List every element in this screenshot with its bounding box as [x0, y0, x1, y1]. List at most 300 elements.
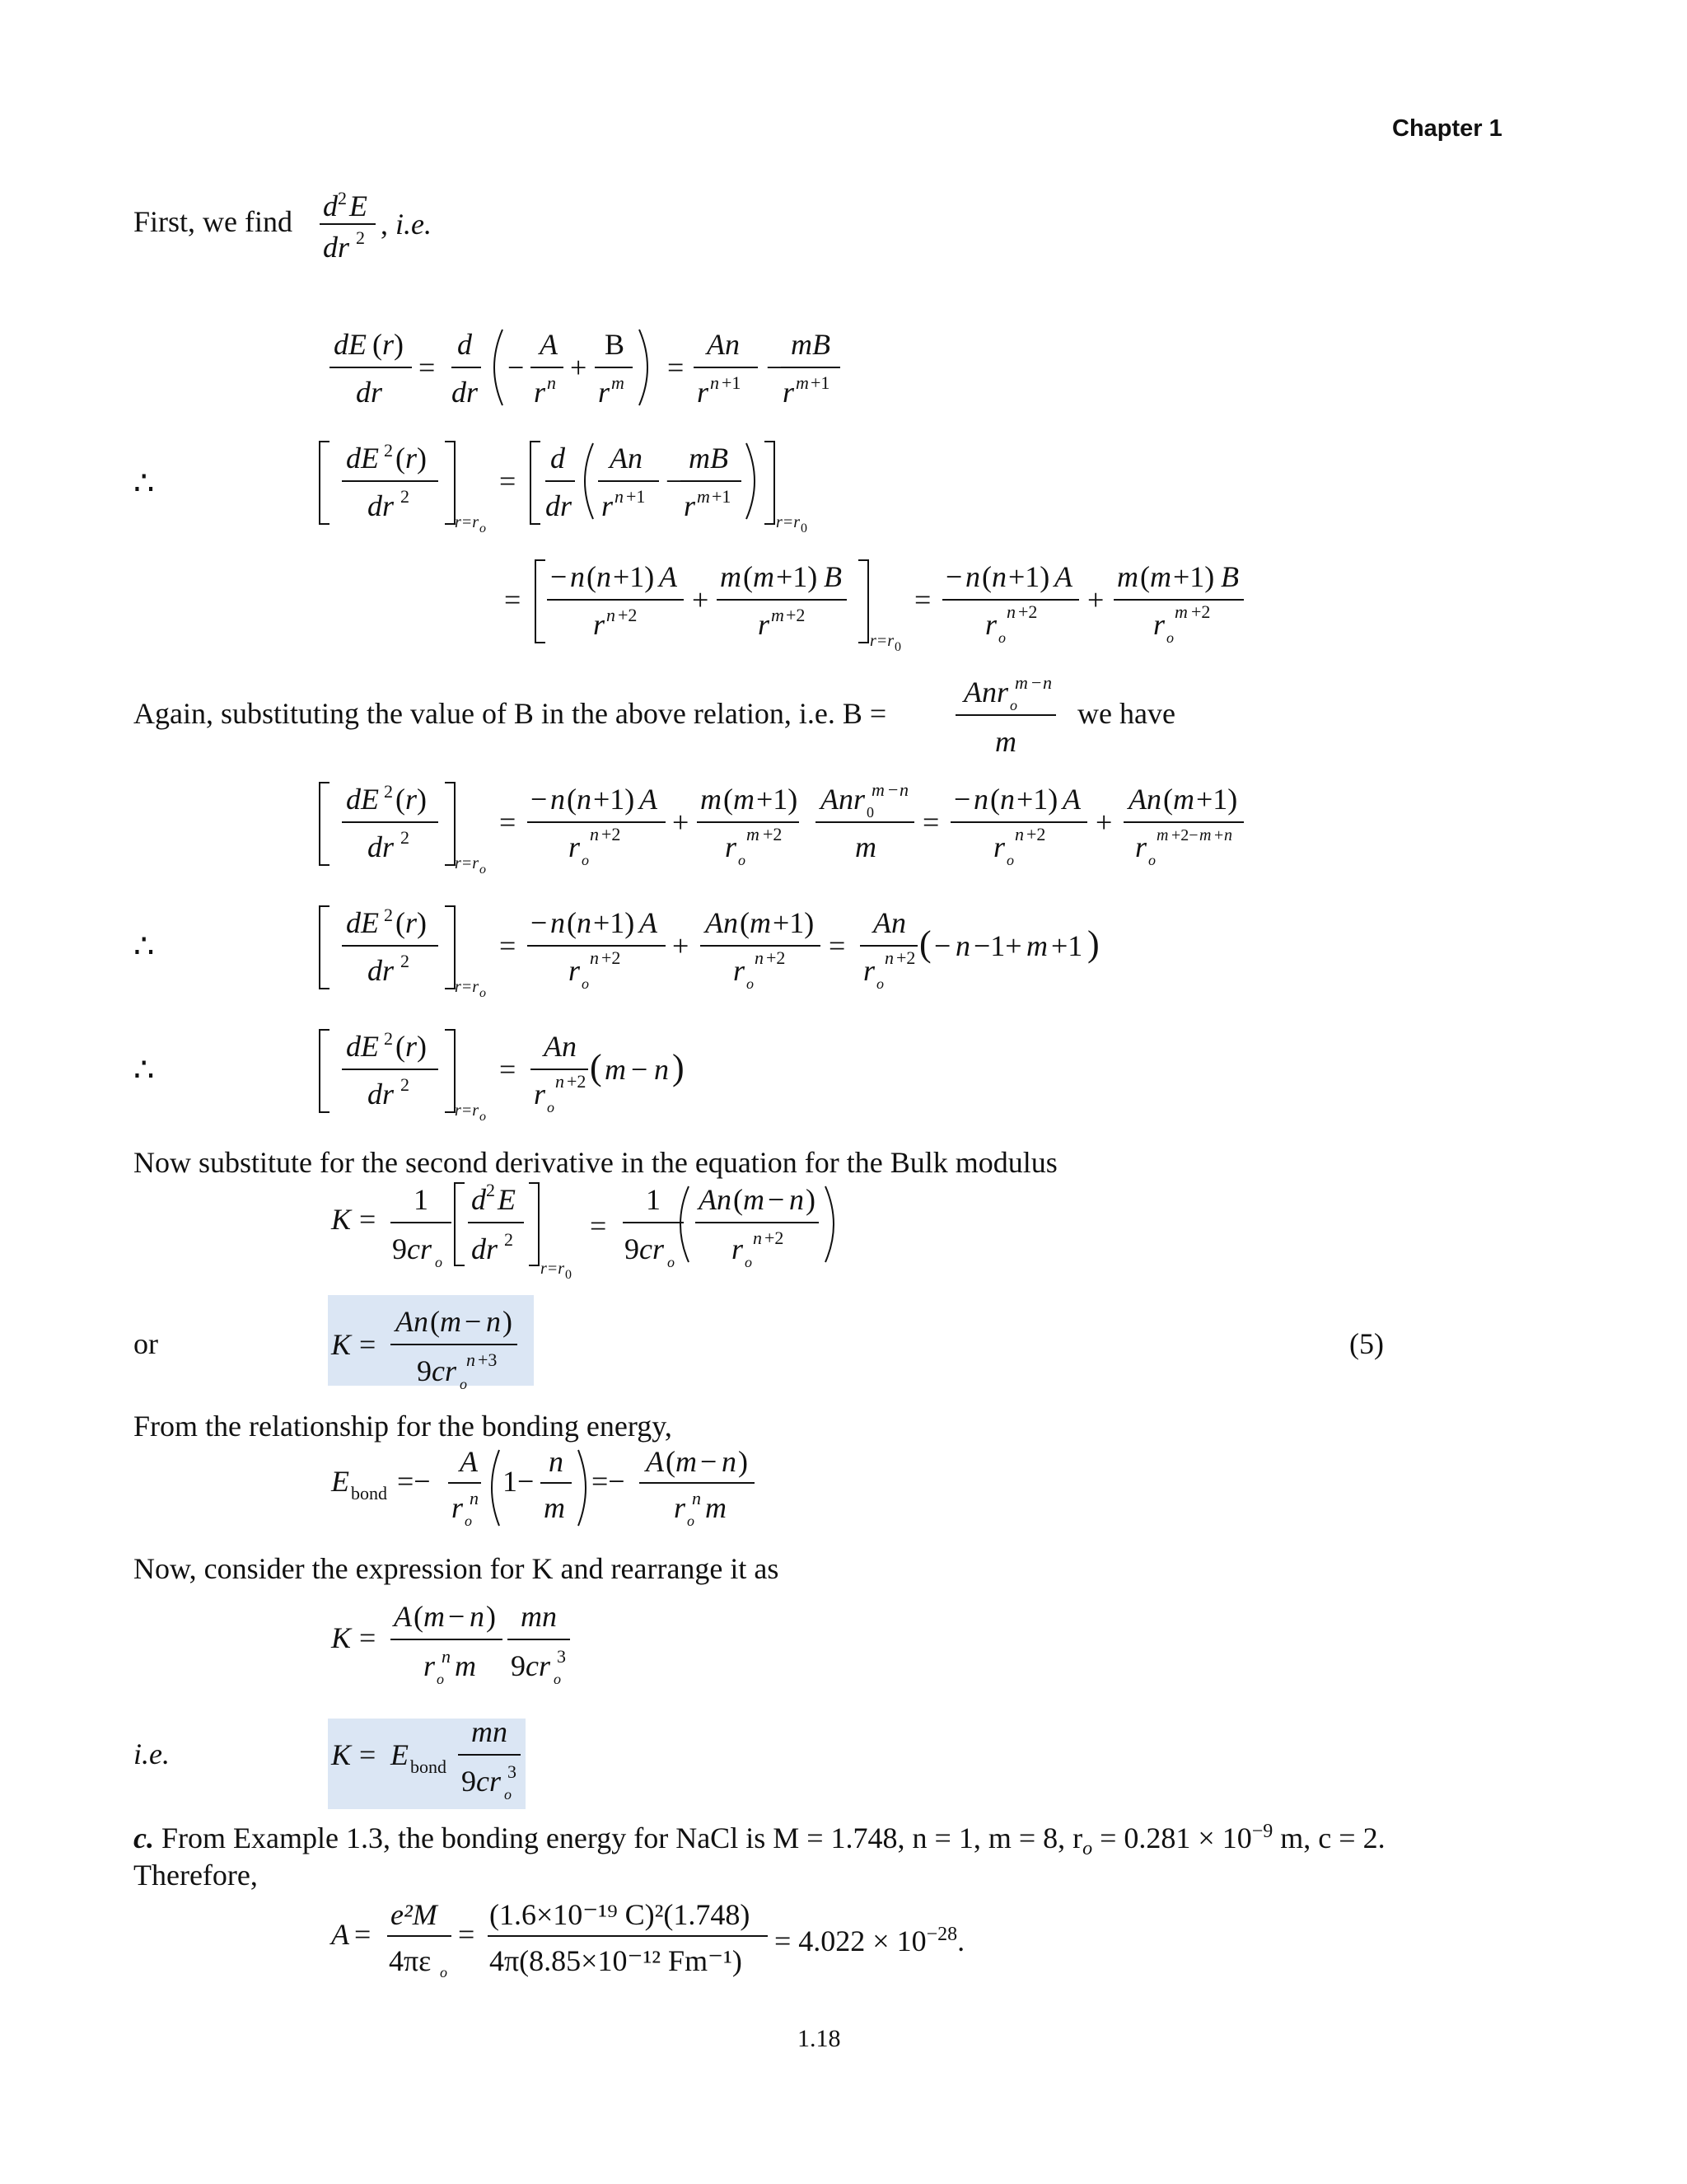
svg-text:n: n — [577, 783, 591, 816]
eq-k-rearranged — [330, 1600, 570, 1687]
text-now-consider: Now, consider the expression for K and rearrange it as — [133, 1552, 779, 1585]
svg-text:): ) — [672, 1047, 685, 1087]
svg-text:1: 1 — [414, 1183, 428, 1216]
svg-text:o: o — [504, 1786, 512, 1803]
svg-text:d: d — [550, 442, 565, 475]
svg-text:−: − — [700, 1445, 717, 1478]
svg-text:m: m — [1150, 560, 1171, 593]
svg-text:+1): +1) — [773, 906, 815, 939]
eq-substituted-1 — [320, 779, 1244, 877]
svg-text:o: o — [437, 1671, 444, 1687]
svg-text:o: o — [667, 1254, 675, 1270]
svg-text:=: = — [354, 1918, 372, 1951]
svg-text:o: o — [479, 1110, 486, 1124]
text-from-relationship: From the relationship for the bonding energy, — [133, 1410, 672, 1443]
svg-text:9: 9 — [461, 1765, 476, 1798]
svg-text:n: n — [466, 1349, 475, 1370]
svg-text:n: n — [547, 372, 556, 393]
svg-text:An: An — [707, 328, 740, 361]
svg-text:o: o — [1166, 629, 1174, 646]
svg-text:dr: dr — [356, 376, 383, 409]
svg-text:K: K — [331, 1203, 352, 1236]
svg-text:r: r — [733, 954, 745, 987]
svg-text:0: 0 — [895, 640, 901, 654]
svg-text:A: A — [639, 906, 657, 939]
svg-text:r: r — [451, 1491, 464, 1524]
svg-text:(: ( — [414, 1600, 423, 1633]
svg-text:r: r — [382, 328, 395, 361]
svg-text:): ) — [486, 1600, 496, 1633]
svg-text:A: A — [1063, 783, 1081, 816]
svg-text:dr: dr — [451, 376, 479, 409]
svg-text:(: ( — [395, 906, 405, 939]
svg-text:=: = — [359, 1621, 376, 1654]
svg-text:n: n — [1007, 601, 1016, 622]
svg-text:m: m — [720, 560, 741, 593]
svg-text:n: n — [755, 947, 764, 968]
svg-text:r: r — [731, 1232, 744, 1265]
svg-text:cr: cr — [476, 1765, 501, 1798]
svg-text:−: − — [768, 1183, 785, 1216]
svg-text:E: E — [349, 189, 367, 222]
svg-text:o: o — [746, 975, 754, 992]
svg-text:m: m — [1173, 783, 1194, 816]
svg-text:m: m — [544, 1491, 565, 1524]
svg-text:+1): +1) — [1173, 560, 1215, 593]
svg-text:mn: mn — [471, 1715, 507, 1748]
svg-text:mn: mn — [521, 1600, 557, 1633]
svg-text:n: n — [654, 1053, 669, 1086]
svg-text:o: o — [554, 1671, 561, 1687]
eq-second-derivative-result — [320, 1028, 685, 1124]
part-c-tail: = 0.281 × 10 — [1092, 1822, 1252, 1854]
svg-text:=: = — [359, 1203, 376, 1236]
svg-text:B: B — [605, 328, 625, 361]
svg-text:+1): +1) — [613, 560, 655, 593]
svg-text:dE: dE — [346, 783, 379, 816]
svg-text:m: m — [1117, 560, 1138, 593]
svg-text:−: − — [530, 783, 548, 816]
svg-text:n: n — [486, 1305, 501, 1338]
svg-text:n: n — [550, 783, 565, 816]
svg-text:n: n — [570, 560, 585, 593]
svg-text:n: n — [590, 947, 599, 968]
svg-text:(: ( — [733, 1183, 743, 1216]
svg-text:+2: +2 — [763, 824, 783, 844]
svg-text:Anr: Anr — [964, 676, 1008, 709]
svg-text:m: m — [423, 1600, 445, 1633]
svg-text:+: + — [1087, 583, 1105, 616]
eq-b-value — [956, 672, 1056, 758]
svg-text:n: n — [900, 779, 909, 800]
svg-text:cr: cr — [639, 1232, 664, 1265]
svg-text:2: 2 — [486, 1180, 495, 1200]
svg-text:=: = — [667, 351, 685, 384]
svg-text:−: − — [507, 351, 525, 384]
text-first-find: First, we find — [133, 205, 292, 238]
svg-text:+1): +1) — [593, 906, 635, 939]
svg-text:(: ( — [919, 924, 932, 964]
svg-text:dr: dr — [367, 489, 395, 522]
svg-text:r: r — [423, 1649, 436, 1682]
svg-text:=: = — [499, 929, 516, 962]
svg-text:+: + — [570, 351, 587, 384]
svg-text:r: r — [697, 376, 709, 409]
eq-a-den1: 4πε — [389, 1944, 432, 1977]
svg-text:r=r: r=r — [455, 1101, 479, 1120]
svg-text:i.e.: i.e. — [395, 208, 432, 241]
svg-text:−: − — [888, 779, 899, 800]
svg-text:A: A — [394, 1600, 412, 1633]
svg-text:m: m — [771, 605, 784, 625]
chapter-header: Chapter 1 — [1392, 115, 1502, 142]
svg-text:3: 3 — [507, 1761, 516, 1782]
svg-text:+1: +1 — [712, 486, 731, 507]
svg-text:+: + — [1096, 806, 1113, 839]
svg-text:An: An — [1129, 783, 1161, 816]
svg-text:E: E — [498, 1183, 516, 1216]
svg-text:B: B — [824, 560, 842, 593]
svg-text:m: m — [440, 1305, 461, 1338]
svg-text:−: − — [934, 929, 951, 962]
svg-text:o: o — [998, 629, 1006, 646]
svg-text:bond: bond — [351, 1483, 387, 1504]
svg-text:+1): +1) — [1196, 783, 1238, 816]
svg-text:r: r — [684, 489, 696, 522]
svg-text:o: o — [745, 1254, 752, 1270]
svg-text:m: m — [1015, 672, 1028, 693]
svg-text:=: = — [914, 583, 932, 616]
eq-bonding-energy — [330, 1445, 755, 1529]
svg-text:dr: dr — [367, 954, 395, 987]
svg-text:): ) — [738, 1445, 748, 1478]
svg-text:2: 2 — [384, 1028, 393, 1049]
page-number: 1.18 — [797, 2025, 841, 2052]
svg-text:d: d — [457, 328, 472, 361]
svg-text:r: r — [405, 442, 418, 475]
eq-second-derivative-1 — [320, 440, 807, 535]
svg-text:o: o — [876, 975, 884, 992]
text-ie: i.e. — [133, 1737, 170, 1770]
svg-text:−: − — [766, 351, 783, 384]
svg-text:r: r — [863, 954, 876, 987]
svg-text:): ) — [417, 783, 427, 816]
svg-text:r: r — [783, 376, 795, 409]
svg-text:+2: +2 — [1018, 601, 1038, 622]
svg-text:+1: +1 — [626, 486, 646, 507]
svg-text:+1): +1) — [776, 560, 818, 593]
svg-text:2: 2 — [504, 1229, 513, 1250]
svg-text:(: ( — [740, 906, 750, 939]
equation-number: (5) — [1349, 1327, 1384, 1360]
svg-text:n: n — [606, 605, 615, 625]
svg-text:r: r — [1153, 608, 1166, 641]
svg-text:=: = — [418, 351, 436, 384]
svg-text:n: n — [965, 560, 980, 593]
eq-a-num1: e²M — [390, 1898, 437, 1931]
svg-text:A: A — [646, 1445, 664, 1478]
result-exp: −28 — [926, 1924, 958, 1945]
svg-text:n: n — [577, 906, 591, 939]
svg-text:n: n — [549, 1445, 563, 1478]
svg-text:r: r — [593, 608, 605, 641]
svg-text:m: m — [1199, 826, 1212, 844]
svg-text:dr: dr — [367, 830, 395, 863]
svg-text:n: n — [442, 1646, 451, 1667]
svg-text:cr: cr — [432, 1354, 456, 1387]
svg-text:+1: +1 — [1051, 929, 1083, 962]
svg-text:r: r — [405, 783, 418, 816]
svg-text:bond: bond — [410, 1756, 446, 1777]
svg-text:−: − — [631, 1053, 648, 1086]
text-again-substituting: Again, substituting the value of B in the above relation, i.e. B = — [133, 697, 887, 730]
svg-text:B: B — [1221, 560, 1239, 593]
svg-text:n: n — [1224, 826, 1232, 844]
eq-substituted-2 — [320, 905, 1100, 1000]
svg-text:o: o — [479, 521, 486, 535]
svg-text:m: m — [750, 906, 771, 939]
svg-text:=: = — [499, 806, 516, 839]
svg-text:+1): +1) — [1008, 560, 1050, 593]
svg-text:dE: dE — [334, 328, 367, 361]
svg-text:m: m — [605, 1053, 626, 1086]
part-c-label: c. — [133, 1822, 154, 1854]
svg-text:m: m — [705, 1491, 727, 1524]
svg-text:+1: +1 — [811, 372, 830, 393]
svg-text:(: ( — [1163, 783, 1173, 816]
svg-text:d: d — [471, 1183, 486, 1216]
svg-text:n: n — [1000, 783, 1015, 816]
svg-text:K: K — [331, 1738, 352, 1771]
svg-text:(: ( — [586, 560, 596, 593]
svg-text:): ) — [417, 442, 427, 475]
svg-text:K: K — [331, 1328, 352, 1361]
svg-text:(: ( — [723, 783, 733, 816]
svg-text:A: A — [659, 560, 677, 593]
svg-text:0: 0 — [565, 1268, 572, 1282]
part-c-text: From Example 1.3, the bonding energy for NaCl is M = 1.748, n = 1, m = 8, r — [161, 1822, 1083, 1854]
eq-first-derivative — [329, 328, 840, 409]
svg-text:(: ( — [567, 906, 577, 939]
svg-text:,: , — [381, 208, 388, 241]
svg-text:+2: +2 — [764, 1228, 784, 1248]
svg-text:m: m — [855, 830, 876, 863]
svg-text:m: m — [746, 824, 759, 844]
svg-text:n: n — [789, 1183, 804, 1216]
svg-text:): ) — [417, 1030, 427, 1063]
svg-text:n: n — [590, 824, 599, 844]
svg-text:+1): +1) — [1016, 783, 1058, 816]
svg-text:1−: 1− — [502, 1465, 535, 1498]
svg-text:n: n — [1015, 824, 1024, 844]
svg-text:(: ( — [990, 783, 1000, 816]
svg-text:m: m — [872, 779, 885, 800]
svg-text:m: m — [743, 1183, 764, 1216]
svg-text:9: 9 — [392, 1232, 407, 1265]
svg-text:r=r: r=r — [455, 513, 479, 531]
svg-text:+2: +2 — [601, 947, 621, 968]
svg-text:A: A — [540, 328, 558, 361]
svg-text:−: − — [550, 560, 568, 593]
svg-text:2: 2 — [400, 827, 409, 848]
svg-text:An: An — [610, 442, 643, 475]
svg-text:n: n — [692, 1488, 701, 1508]
svg-text:+2: +2 — [1191, 601, 1211, 622]
svg-text:=−: =− — [591, 1465, 625, 1498]
svg-text:+2: +2 — [601, 824, 621, 844]
svg-text:+2−: +2− — [1171, 826, 1199, 844]
part-c-exp: −9 — [1251, 1821, 1273, 1842]
eq-bulk-modulus-1 — [330, 1180, 834, 1282]
svg-text:o: o — [1010, 697, 1017, 713]
svg-text:o: o — [465, 1513, 472, 1529]
svg-text:r: r — [1135, 830, 1147, 863]
eq-second-derivative-2 — [504, 560, 1244, 654]
svg-text:2: 2 — [356, 227, 365, 248]
svg-text:An: An — [395, 1305, 428, 1338]
svg-text:2: 2 — [384, 781, 393, 802]
text-therefore-word: Therefore, — [133, 1859, 258, 1892]
svg-text:n: n — [956, 929, 970, 962]
svg-text:=: = — [458, 1918, 475, 1951]
svg-text:cr: cr — [526, 1649, 550, 1682]
svg-text:0: 0 — [801, 521, 807, 535]
svg-text:m: m — [753, 560, 774, 593]
eq-a-den2: 4π(8.85×10⁻¹² Fm⁻¹) — [489, 1944, 742, 1977]
svg-text:2: 2 — [400, 1074, 409, 1095]
svg-text:−: − — [954, 783, 971, 816]
svg-text:+2: +2 — [618, 605, 638, 625]
svg-text:n: n — [974, 783, 988, 816]
svg-text:r: r — [568, 830, 581, 863]
svg-text:n: n — [753, 1228, 762, 1248]
part-c-end: m, c = 2. — [1273, 1822, 1386, 1854]
svg-text:A: A — [460, 1445, 478, 1478]
svg-text:9: 9 — [624, 1232, 639, 1265]
svg-text:(: ( — [567, 783, 577, 816]
result-end: . — [957, 1924, 965, 1957]
svg-text:o: o — [687, 1513, 694, 1529]
svg-text:m: m — [455, 1649, 476, 1682]
svg-text:−: − — [465, 1305, 482, 1338]
text-we-have: we have — [1077, 697, 1175, 730]
svg-text:r=r: r=r — [455, 854, 479, 872]
svg-text:): ) — [1087, 924, 1100, 964]
svg-text:−: − — [448, 1600, 465, 1633]
svg-text:−: − — [530, 906, 548, 939]
svg-text:An: An — [544, 1030, 577, 1063]
svg-text:m: m — [1175, 601, 1188, 622]
svg-text:+1: +1 — [722, 372, 741, 393]
text-now-substitute: Now substitute for the second derivative in the equation for the Bulk modulus — [133, 1146, 1058, 1179]
svg-text:mB: mB — [689, 442, 728, 475]
svg-text:A: A — [1054, 560, 1072, 593]
svg-text:r: r — [601, 489, 614, 522]
svg-text:dr: dr — [545, 489, 572, 522]
svg-text:m: m — [733, 783, 755, 816]
svg-text:r=r: r=r — [455, 978, 479, 996]
svg-text:o: o — [460, 1376, 467, 1392]
svg-text:o: o — [738, 852, 745, 868]
svg-text:o: o — [479, 863, 486, 877]
svg-text:An: An — [705, 906, 738, 939]
svg-text:=: = — [504, 583, 521, 616]
svg-text:r: r — [993, 830, 1006, 863]
svg-text:=−: =− — [397, 1465, 431, 1498]
svg-text:2: 2 — [400, 951, 409, 971]
svg-text:r: r — [674, 1491, 686, 1524]
svg-text:n: n — [470, 1488, 479, 1508]
svg-text:dE: dE — [346, 906, 379, 939]
svg-text:o: o — [582, 852, 589, 868]
svg-text:(: ( — [1140, 560, 1150, 593]
svg-text:o: o — [1148, 852, 1156, 868]
svg-text:−: − — [946, 560, 963, 593]
svg-text:(: ( — [982, 560, 992, 593]
svg-text:o: o — [1007, 852, 1014, 868]
svg-text:r=r: r=r — [540, 1260, 565, 1278]
svg-text:r: r — [405, 1030, 418, 1063]
svg-text:n: n — [615, 486, 624, 507]
eq-d2e-dr2 — [320, 188, 376, 264]
svg-text:m: m — [995, 725, 1016, 758]
svg-text:o: o — [547, 1099, 554, 1115]
svg-text:r: r — [985, 608, 998, 641]
svg-text:m: m — [675, 1445, 697, 1478]
svg-text:−1+: −1+ — [974, 929, 1022, 962]
svg-text:): ) — [502, 1305, 512, 1338]
svg-text:n: n — [470, 1600, 484, 1633]
svg-text:n: n — [992, 560, 1007, 593]
svg-text:n: n — [710, 372, 719, 393]
svg-text:r: r — [725, 830, 737, 863]
svg-text:(: ( — [590, 1047, 602, 1087]
svg-text:): ) — [417, 906, 427, 939]
svg-text:3: 3 — [557, 1646, 566, 1667]
svg-text:+: + — [672, 929, 689, 962]
therefore-3: ∴ — [133, 1051, 155, 1088]
svg-text:=: = — [359, 1738, 376, 1771]
svg-text:(: ( — [743, 560, 753, 593]
svg-text:+2: +2 — [1026, 824, 1046, 844]
svg-text:2: 2 — [384, 440, 393, 461]
svg-text:m: m — [1157, 826, 1169, 844]
svg-text:(: ( — [395, 1030, 405, 1063]
eq-k-ebond-result — [330, 1715, 521, 1803]
svg-text:o: o — [479, 986, 486, 1000]
svg-text:9: 9 — [417, 1354, 432, 1387]
svg-text:): ) — [394, 328, 404, 361]
svg-text:(: ( — [430, 1305, 440, 1338]
svg-text:=: = — [359, 1328, 376, 1361]
svg-text:cr: cr — [407, 1232, 432, 1265]
svg-text:+1): +1) — [593, 783, 635, 816]
svg-text:(: ( — [666, 1445, 675, 1478]
svg-text:dr: dr — [367, 1078, 395, 1111]
svg-text:+: + — [672, 806, 689, 839]
svg-text:r=r: r=r — [870, 632, 895, 650]
svg-text:E: E — [331, 1465, 349, 1498]
svg-text:r: r — [568, 954, 581, 987]
svg-text:(: ( — [372, 328, 382, 361]
svg-text:+: + — [692, 583, 709, 616]
svg-text:): ) — [806, 1183, 815, 1216]
svg-text:9: 9 — [511, 1649, 526, 1682]
svg-text:=: = — [829, 929, 846, 962]
svg-text:m: m — [1026, 929, 1048, 962]
svg-text:(: ( — [395, 783, 405, 816]
svg-text:A: A — [331, 1918, 349, 1951]
